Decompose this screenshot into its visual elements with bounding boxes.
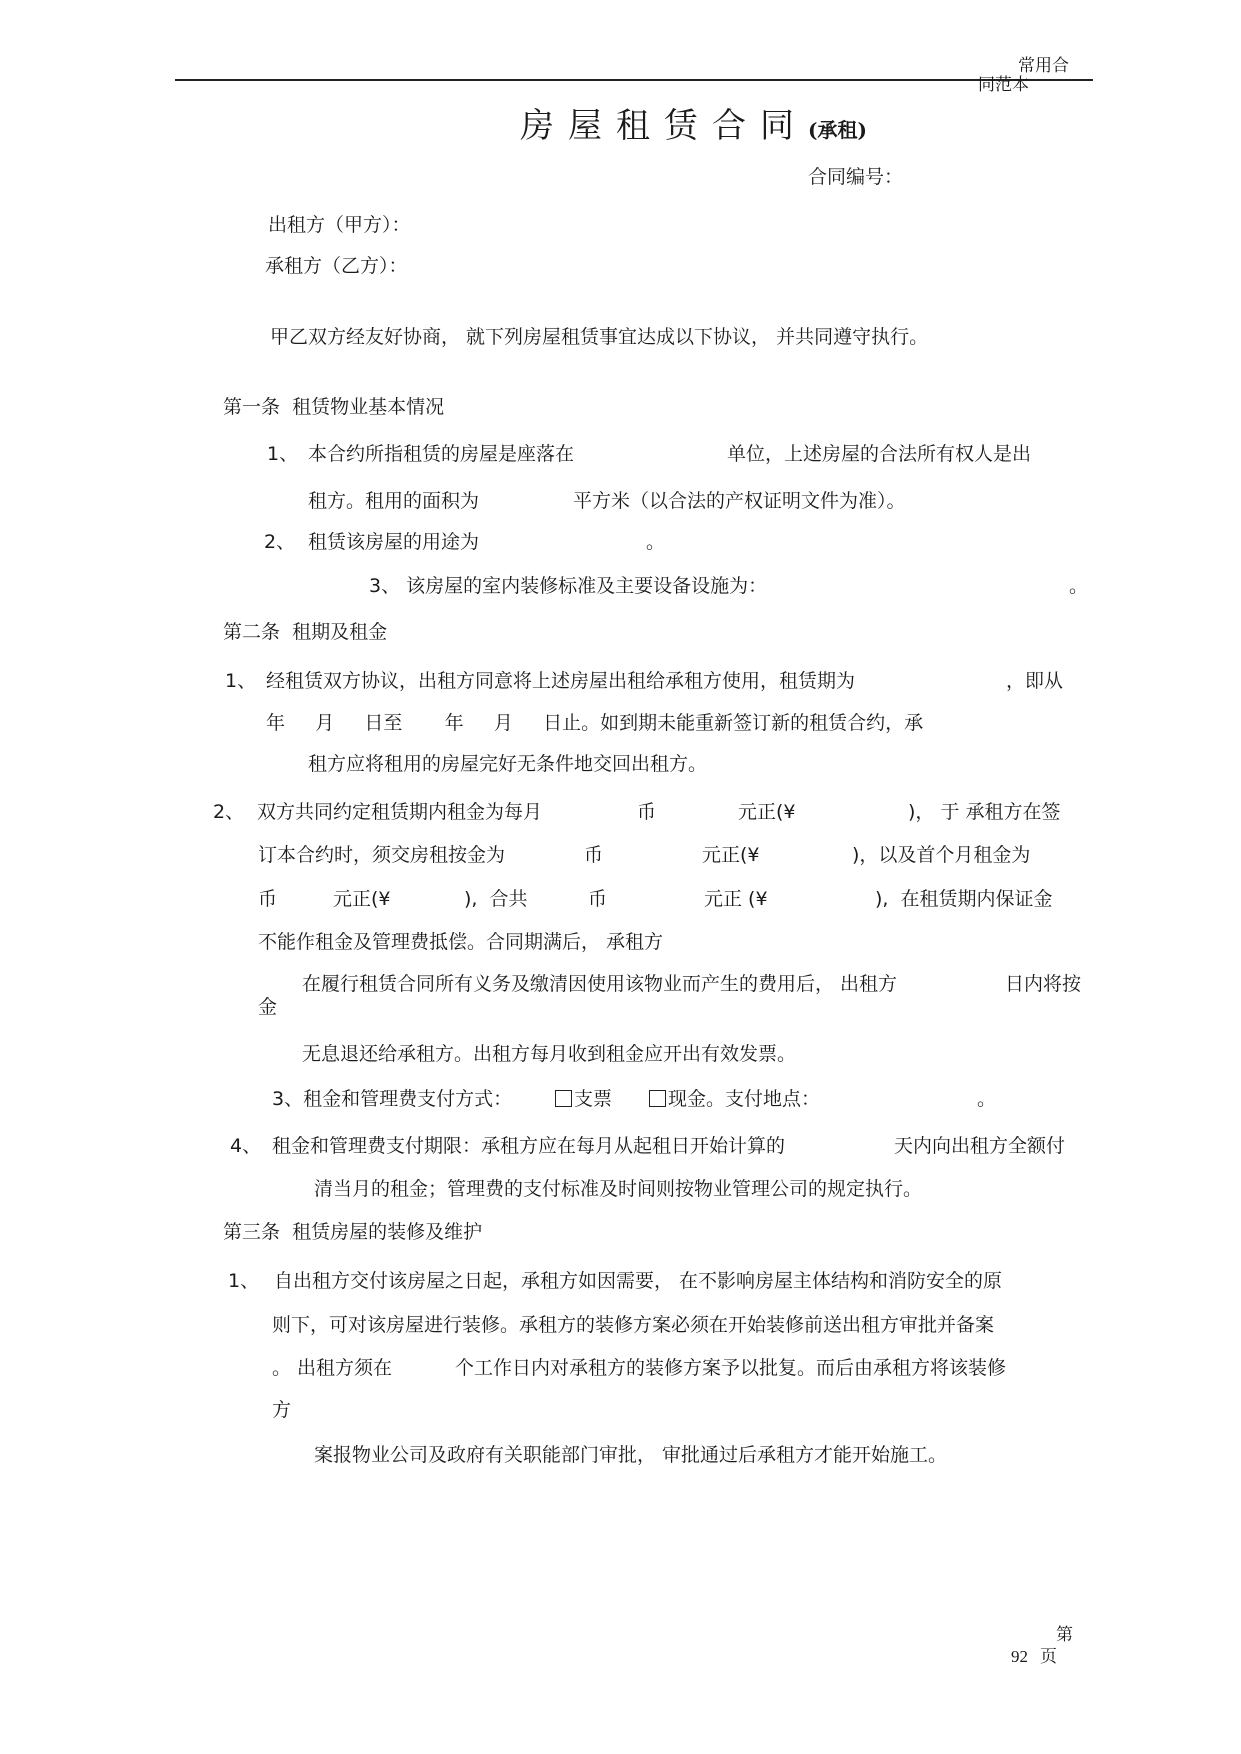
article1-item1-text-b: 单位，上述房屋的合法所有权人是出	[727, 443, 1032, 465]
article3-item1-text-a: 自出租方交付该房屋之日起，承租方如因需要， 在不影响房屋主体结构和消防安全的原	[274, 1270, 1003, 1292]
article1-heading: 第一条 租赁物业基本情况	[223, 396, 445, 418]
title-sub: (承租)	[808, 118, 867, 142]
article2-item2-text-m: 元正 (¥	[704, 888, 768, 910]
article2-item2-number: 2、	[213, 801, 245, 823]
article2-item1-text-d: 租方应将租用的房屋完好无条件地交回出租方。	[308, 753, 708, 775]
article2-item2-text-g: 元正(¥	[702, 844, 760, 866]
check-checkbox[interactable]	[555, 1090, 572, 1107]
article2-item2-text-n: ), 在租赁期内保证金	[875, 888, 1053, 910]
article1-item2-end: 。	[646, 531, 666, 553]
article2-item2-text-b: 币	[637, 801, 657, 823]
article3-item1-text-b: 则下，可对该房屋进行装修。承租方的装修方案必须在开始装修前送出租方审批并备案	[272, 1314, 995, 1336]
header-label-line1: 常用合	[1018, 56, 1069, 76]
lessee-label: 承租方（乙方）：	[265, 255, 408, 277]
cash-checkbox[interactable]	[649, 1090, 666, 1107]
article1-item2-number: 2、	[264, 531, 296, 553]
article3-item1-text-e: 方	[272, 1399, 292, 1421]
article1-item1-number: 1、	[267, 443, 299, 465]
page-word: 第	[1056, 1625, 1073, 1645]
header-rule	[175, 79, 1093, 81]
article2-item2-text-h: )，以及首个月租金为	[852, 844, 1031, 866]
cash-option-label: 现金。支付地点：	[668, 1088, 821, 1110]
article2-item2-text-o: 不能作租金及管理费抵偿。合同期满后， 承租方	[258, 931, 664, 953]
article2-item2-text-c: 元正(¥	[738, 801, 796, 823]
document-title	[520, 106, 867, 150]
check-option-label: 支票	[574, 1088, 613, 1110]
article2-item1-text-a: 经租赁双方协议，出租方同意将上述房屋出租给承租方使用，租赁期为	[266, 670, 856, 692]
article2-item4-number: 4、	[230, 1135, 262, 1157]
article2-item2-text-e: 订本合约时，须交房租按金为	[258, 844, 506, 866]
article2-item2-text-p: 在履行租赁合同所有义务及缴清因使用该物业而产生的费用后， 出租方	[302, 973, 898, 995]
article2-item3-end: 。	[977, 1088, 997, 1110]
lessor-label: 出租方（甲方）：	[268, 214, 411, 236]
article1-item1-text-c: 租方。租用的面积为	[308, 490, 480, 512]
article2-item2-text-r: 金	[258, 996, 278, 1018]
article1-item3-end: 。	[1069, 575, 1089, 597]
article1-item1-text-a: 本合约所指租赁的房屋是座落在	[308, 443, 575, 465]
payment-option-check	[555, 1087, 612, 1111]
article2-item2-text-j: 元正(¥	[333, 888, 391, 910]
article2-item4-text-b: 天内向出租方全额付	[894, 1135, 1066, 1157]
article2-item1-number: 1、	[225, 670, 257, 692]
article2-item2-text-k: ), 合共	[464, 888, 528, 910]
article2-item1-text-c: 年 月 日至 年 月 日止。如到期未能重新签订新的租赁合约，承	[266, 712, 924, 734]
article2-item4-text-c: 清当月的租金；管理费的支付标准及时间则按物业管理公司的规定执行。	[314, 1178, 923, 1200]
contract-number-label: 合同编号：	[808, 166, 904, 188]
article2-item2-text-a: 双方共同约定租赁期内租金为每月	[257, 801, 543, 823]
article2-item3-text: 3、租金和管理费支付方式：	[272, 1088, 513, 1110]
article2-item2-text-s: 无息退还给承租方。出租方每月收到租金应开出有效发票。	[302, 1043, 797, 1065]
article2-heading: 第二条 租期及租金	[223, 621, 388, 643]
page-number: 92	[1011, 1647, 1028, 1666]
payment-option-cash	[649, 1087, 820, 1111]
article2-item4-text-a: 租金和管理费支付期限：承租方应在每月从起租日开始计算的	[272, 1135, 786, 1157]
article2-item2-text-d: )， 于 承租方在签	[908, 801, 1061, 823]
article3-item1-text-f: 案报物业公司及政府有关职能部门审批， 审批通过后承租方才能开始施工。	[314, 1444, 948, 1466]
intro-paragraph: 甲乙双方经友好协商， 就下列房屋租赁事宜达成以下协议， 并共同遵守执行。	[270, 326, 929, 348]
header-label-line2: 同范本	[978, 75, 1029, 95]
article3-item1-text-c: 。 出租方须在	[272, 1357, 393, 1379]
article2-item1-text-b: ，即从	[1006, 670, 1064, 692]
page-unit: 页	[1040, 1647, 1057, 1667]
title-main: 房屋租赁合同	[520, 106, 808, 146]
article3-item1-number: 1、	[228, 1270, 260, 1292]
article3-item1-text-d: 个工作日内对承租方的装修方案予以批复。而后由承租方将该装修	[455, 1357, 1007, 1379]
article1-item3-text: 3、 该房屋的室内装修标准及主要设备设施为：	[369, 575, 768, 597]
article2-item2-text-l: 币	[588, 888, 608, 910]
article1-item2-text: 租赁该房屋的用途为	[308, 531, 480, 553]
article1-item1-text-d: 平方米（以合法的产权证明文件为准）。	[573, 490, 906, 512]
article3-heading: 第三条 租赁房屋的装修及维护	[223, 1221, 483, 1243]
article2-item2-text-f: 币	[584, 844, 604, 866]
article2-item2-text-q: 日内将按	[1005, 973, 1082, 995]
article2-item2-text-i: 币	[258, 888, 278, 910]
